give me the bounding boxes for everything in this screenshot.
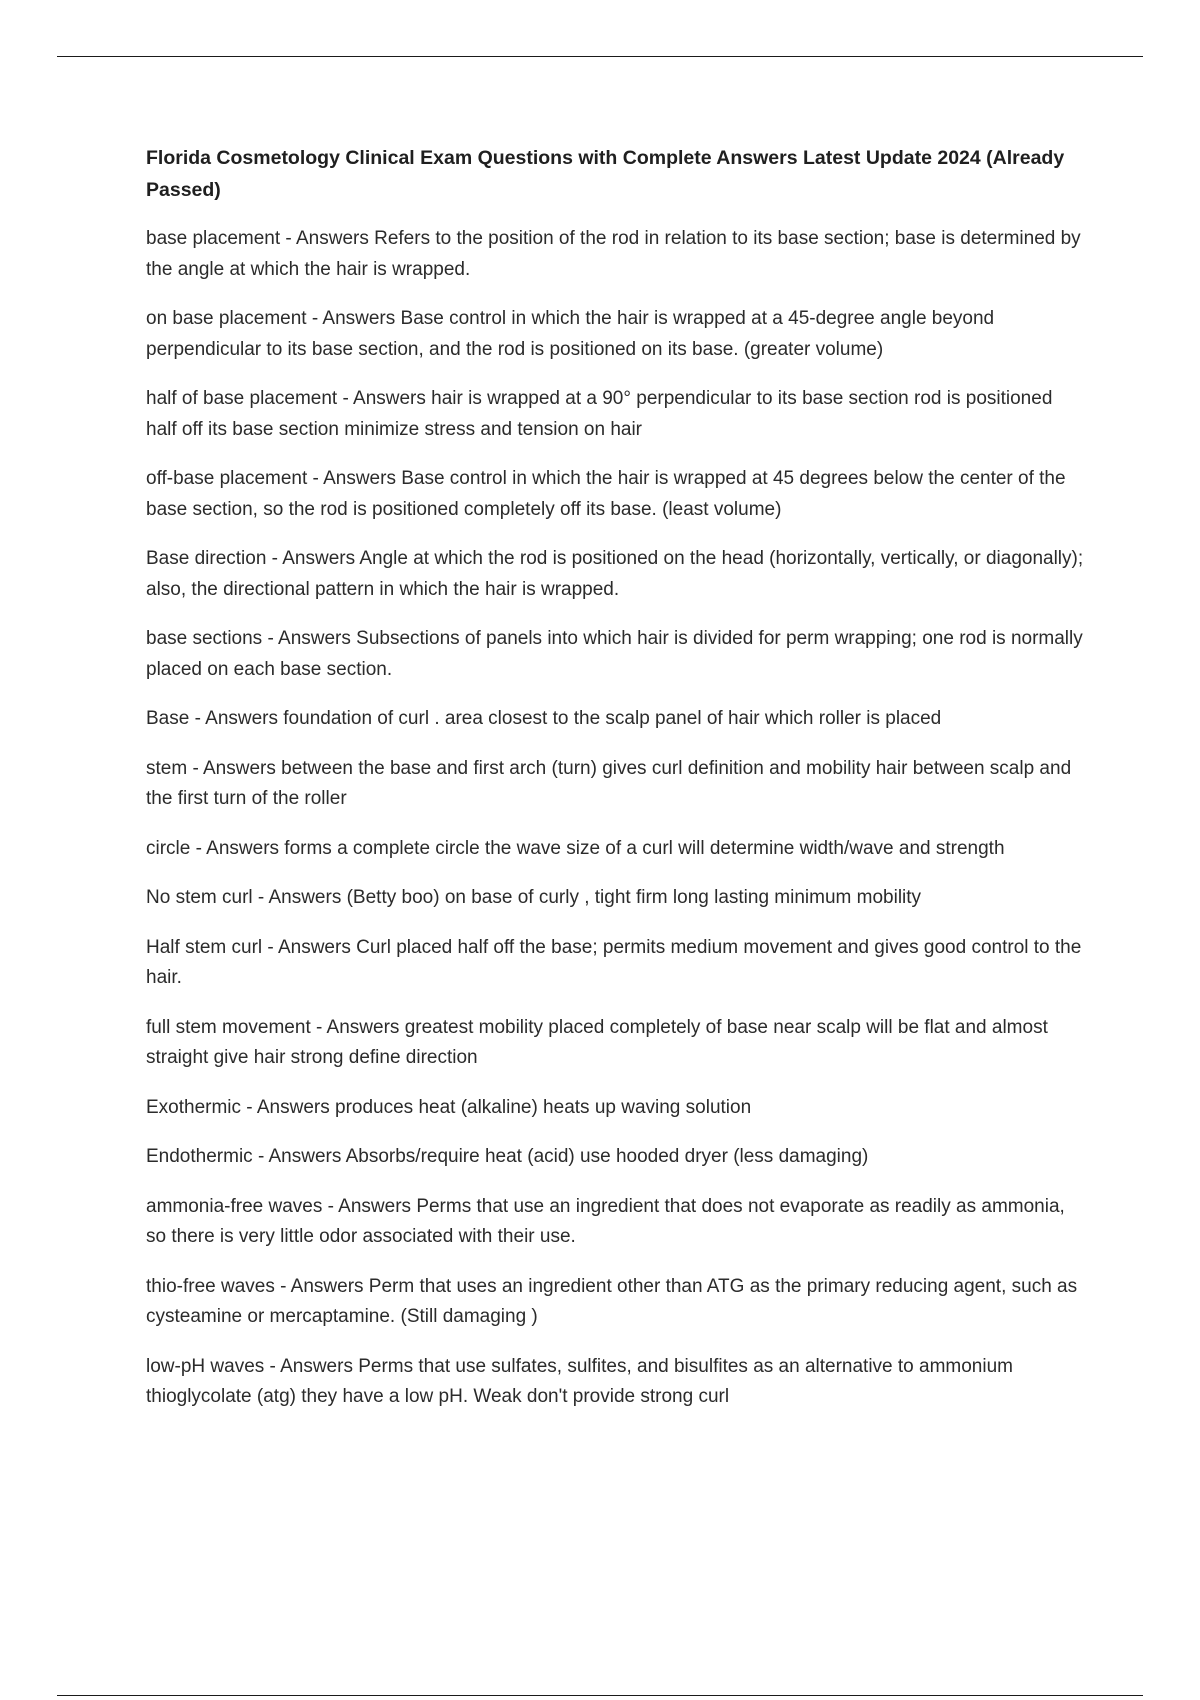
- qa-entry-ammonia-free-waves: ammonia-free waves - Answers Perms that use an ingredient that does not evaporate as readily as ammonia, so there is very little odor associated with their use.: [146, 1195, 1065, 1247]
- qa-entry-circle: circle - Answers forms a complete circle the wave size of a curl will determine width/wave and strength: [146, 837, 1005, 859]
- qa-entry-endothermic: Endothermic - Answers Absorbs/require heat (acid) use hooded dryer (less damaging): [146, 1146, 869, 1167]
- qa-entry-base: Base - Answers foundation of curl . area closest to the scalp panel of hair which roller is placed: [146, 708, 942, 729]
- bottom-divider: [57, 1695, 1143, 1696]
- qa-entry-low-ph-waves: low-pH waves - Answers Perms that use sulfates, sulfites, and bisulfites as an alternative to ammonium thioglycolate (atg) they have a low pH. Weak don't provide strong curl: [146, 1355, 1013, 1407]
- qa-entry-base-sections: base sections - Answers Subsections of panels into which hair is divided for perm wrapping; one rod is normally placed on each base section.: [146, 628, 1083, 680]
- qa-entry-on-base-placement: on base placement - Answers Base control in which the hair is wrapped at a 45-degree angle beyond perpendicular to its base section, and the rod is positioned on its base. (greater volume): [146, 308, 995, 360]
- qa-entry-half-of-base-placement: half of base placement - Answers hair is wrapped at a 90° perpendicular to its base section rod is positioned half off its base section minimize stress and tension on hair: [146, 388, 1053, 440]
- document-title: Florida Cosmetology Clinical Exam Questions with Complete Answers Latest Update 2024 (Already Passed): [146, 147, 1065, 201]
- qa-entry-no-stem-curl: No stem curl - Answers (Betty boo) on base of curly , tight firm long lasting minimum mobility: [146, 887, 922, 908]
- qa-entry-full-stem-movement: full stem movement - Answers greatest mobility placed completely of base near scalp will be flat and almost straight give hair strong define direction: [146, 1016, 1048, 1068]
- qa-entry-base-placement: base placement - Answers Refers to the position of the rod in relation to its base section; base is determined by the angle at which the hair is wrapped.: [146, 228, 1081, 280]
- document-body: [146, 142, 1086, 1432]
- qa-entry-base-direction: Base direction - Answers Angle at which the rod is positioned on the head (horizontally, vertically, or diagonally); also, the directional pattern in which the hair is wrapped.: [146, 548, 1084, 600]
- qa-entry-half-stem-curl: Half stem curl - Answers Curl placed half off the base; permits medium movement and gives good control to the hair.: [146, 936, 1082, 988]
- qa-list: [146, 224, 1086, 1413]
- qa-entry-exothermic: Exothermic - Answers produces heat (alkaline) heats up waving solution: [146, 1096, 752, 1118]
- qa-entry-off-base-placement: off-base placement - Answers Base control in which the hair is wrapped at 45 degrees below the center of the base section, so the rod is positioned completely off its base. (least volume): [146, 468, 1066, 520]
- qa-entry-thio-free-waves: thio-free waves - Answers Perm that uses an ingredient other than ATG as the primary reducing agent, such as cysteamine or mercaptamine. (Still damaging ): [146, 1275, 1078, 1327]
- qa-entry-stem: stem - Answers between the base and first arch (turn) gives curl definition and mobility hair between scalp and the first turn of the roller: [146, 757, 1072, 809]
- top-divider: [57, 56, 1143, 57]
